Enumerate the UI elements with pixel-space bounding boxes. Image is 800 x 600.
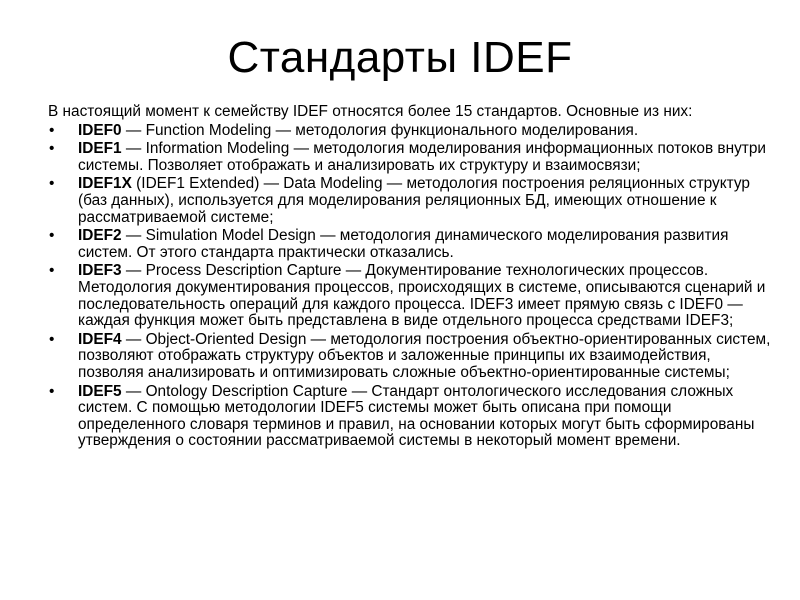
bullet-icon: • [49, 121, 55, 139]
bullet-icon: • [49, 330, 55, 348]
list-item-idef1x [48, 176, 778, 226]
standard-code: IDEF3 [78, 262, 122, 280]
standard-code: IDEF5 [78, 382, 122, 400]
intro-text: В настоящий момент к семейству IDEF относятся более 15 стандартов. Основные из них: [48, 103, 693, 120]
standard-code: IDEF0 [78, 121, 122, 139]
standards-list [48, 123, 778, 450]
standard-description: — Function Modeling — методология функционального моделирования. [121, 121, 639, 139]
slide-title: Стандарты IDEF [227, 33, 573, 82]
list-item-idef5 [48, 384, 778, 450]
bullet-icon: • [49, 382, 55, 400]
list-item-idef1 [48, 141, 778, 174]
standard-code: IDEF1X [78, 175, 132, 193]
slide-body [48, 104, 778, 452]
bullet-icon: • [49, 262, 55, 280]
standard-code: IDEF2 [78, 227, 122, 245]
standard-description: — Object-Oriented Design — методология построения объектно-ориентированных систем, позволяют отображать структуру объектов и заложенные принципы их взаимодействия, позволяя анализировать и оптимизировать сложные объектно-ориентированные системы; [78, 330, 771, 381]
list-item-idef3 [48, 263, 778, 329]
standard-code: IDEF1 [78, 140, 122, 158]
standard-description: — Ontology Description Capture — Стандарт онтологического исследования сложных систем. С помощью методологии IDEF5 системы может быть описана при помощи определенного словаря терминов и правил, на основании которых могут быть сформированы утверждения о состоянии рассматриваемой системы в некоторый момент времени. [78, 382, 755, 450]
standard-description: — Information Modeling — методология моделирования информационных потоков внутри системы. Позволяет отображать и анализировать их структуру и взаимосвязи; [78, 140, 767, 174]
list-item-idef0 [48, 123, 778, 140]
standard-description: — Simulation Model Design — методология динамического моделирования развития систем. От этого стандарта практически отказались. [78, 227, 729, 261]
intro-paragraph [48, 104, 778, 121]
list-item-idef2 [48, 228, 778, 261]
bullet-icon: • [49, 140, 55, 158]
bullet-icon: • [49, 175, 55, 193]
standard-description: (IDEF1 Extended) — Data Modeling — методология построения реляционных структур (баз данных), используется для моделирования реляционных БД, имеющих отношение к рассматриваемой системе; [78, 175, 750, 226]
list-item-idef4 [48, 332, 778, 382]
standard-description: — Process Description Capture — Документирование технологических процессов. Методология документирования процессов, происходящих в системе, описываются сценарий и последовательность операций для каждого процесса. IDEF3 имеет прямую связь с IDEF0 — каждая функция может быть представлена в виде отдельного процесса средствами IDEF3; [78, 262, 766, 330]
bullet-icon: • [49, 227, 55, 245]
standard-code: IDEF4 [78, 330, 122, 348]
